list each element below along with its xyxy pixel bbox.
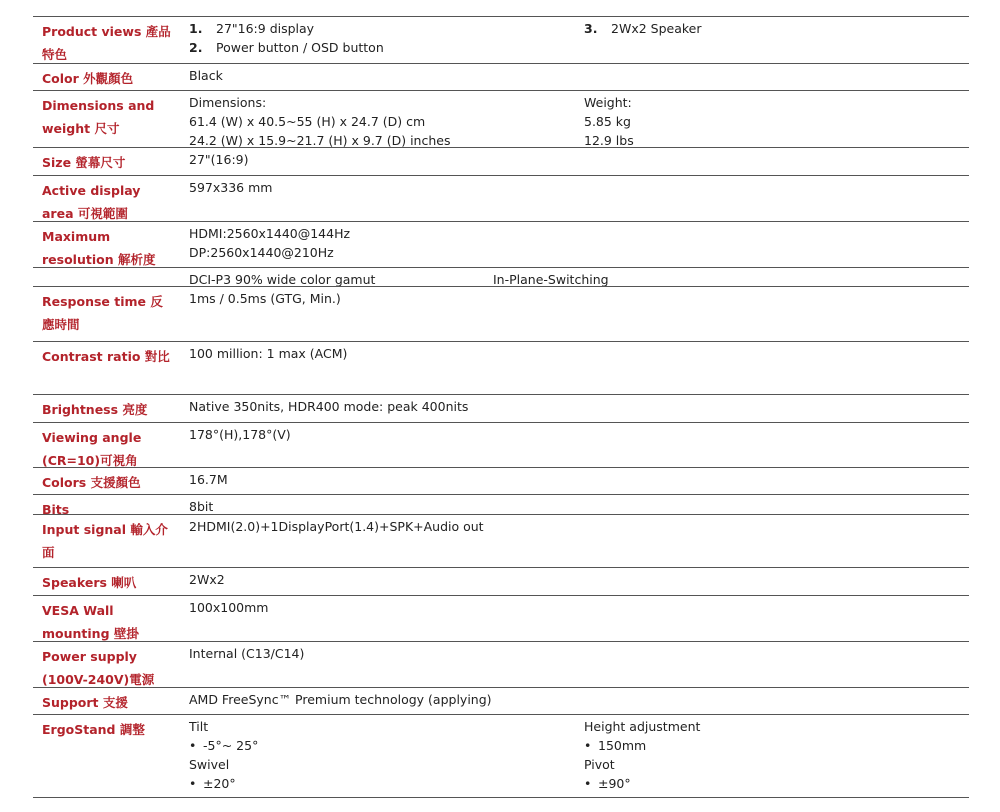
spec-line: 1ms / 0.5ms (GTG, Min.) [189, 291, 341, 306]
spec-label: Bits [42, 502, 70, 517]
spec-row [33, 595, 969, 641]
spec-row [33, 494, 969, 517]
bullet-item: • 150mm [584, 736, 700, 755]
spec-line: Internal (C13/C14) [189, 646, 305, 661]
spec-label: Support 支援 [42, 695, 128, 710]
spec-label: VESA Wall mounting 壁掛 [42, 603, 139, 641]
spec-label: ErgoStand 調整 [42, 722, 145, 737]
spec-value-c1 [189, 717, 258, 793]
spec-row [33, 90, 969, 147]
bullet-item: • -5°~ 25° [189, 736, 258, 755]
spec-line: Tilt [189, 719, 209, 734]
spec-label: Colors 支援顏色 [42, 475, 141, 490]
spec-label: Power supply (100V-240V)電源 [42, 649, 155, 687]
spec-line: Native 350nits, HDR400 mode: peak 400nits [189, 399, 469, 414]
item-number: 1. [189, 21, 203, 36]
spec-line: 24.2 (W) x 15.9~21.7 (H) x 9.7 (D) inches [189, 133, 451, 148]
spec-row [33, 221, 969, 267]
spec-row [33, 16, 969, 63]
spec-value-c2 [584, 93, 634, 150]
item-text: 2Wx2 Speaker [611, 21, 702, 36]
spec-line: 5.85 kg [584, 114, 631, 129]
spec-line: Black [189, 68, 223, 83]
spec-row [33, 467, 969, 494]
item-text: Power button / OSD button [216, 40, 384, 55]
spec-row [33, 286, 969, 341]
bullet-item: • ±20° [189, 774, 258, 793]
spec-value-c1 [189, 289, 341, 308]
spec-row [33, 641, 969, 687]
item-number: 3. [584, 21, 598, 36]
spec-line: Dimensions: [189, 95, 267, 110]
spec-line: DP:2560x1440@210Hz [189, 245, 334, 260]
spec-label: Product views 產品特色 [42, 24, 171, 62]
spec-value-c1 [189, 517, 484, 536]
item-number: 2. [189, 40, 203, 55]
spec-row [33, 514, 969, 567]
spec-line: DCI-P3 90% wide color gamut [189, 272, 376, 287]
spec-label: Active display area 可視範圍 [42, 183, 141, 221]
spec-label: Response time 反應時間 [42, 294, 163, 332]
item-text: 27"16:9 display [216, 21, 315, 36]
spec-row [33, 714, 969, 798]
spec-line: 2HDMI(2.0)+1DisplayPort(1.4)+SPK+Audio out [189, 519, 484, 534]
spec-line [189, 38, 384, 57]
spec-row [33, 567, 969, 595]
spec-value-c1 [189, 570, 225, 589]
spec-line: In-Plane-Switching [493, 272, 609, 287]
spec-value-c1 [189, 93, 450, 150]
spec-value-c1 [189, 397, 468, 416]
spec-value-c2 [584, 717, 700, 793]
spec-row [33, 147, 969, 175]
spec-value-c1 [189, 178, 272, 197]
spec-label: Maximum resolution 解析度 [42, 229, 156, 267]
spec-line: HDMI:2560x1440@144Hz [189, 226, 351, 241]
spec-line: 100 million: 1 max (ACM) [189, 346, 348, 361]
spec-row [33, 63, 969, 90]
spec-value-c1 [189, 66, 223, 85]
spec-row [33, 267, 969, 286]
spec-line [189, 19, 384, 38]
spec-value-c2 [584, 19, 701, 38]
spec-line: 2Wx2 [189, 572, 225, 587]
spec-line: Pivot [584, 757, 615, 772]
spec-line: 100x100mm [189, 600, 269, 615]
spec-line: Height adjustment [584, 719, 701, 734]
spec-line: AMD FreeSync™ Premium technology (applying) [189, 692, 492, 707]
spec-value-c1 [189, 224, 350, 262]
spec-label: Size 螢幕尺寸 [42, 155, 126, 170]
spec-value-c1 [189, 644, 304, 663]
spec-line: 16.7M [189, 472, 228, 487]
spec-label: Dimensions and weight 尺寸 [42, 98, 155, 136]
spec-value-c1 [189, 690, 492, 709]
spec-label: Input signal 輸入介面 [42, 522, 168, 560]
spec-row [33, 422, 969, 467]
spec-value-c1 [189, 598, 268, 617]
spec-label: Contrast ratio 對比 [42, 349, 170, 364]
bullet-item: • ±90° [584, 774, 700, 793]
spec-line: 27"(16:9) [189, 152, 249, 167]
spec-row [33, 175, 969, 221]
spec-line: Weight: [584, 95, 632, 110]
spec-value-c1 [189, 150, 248, 169]
spec-line: 8bit [189, 499, 214, 514]
spec-row [33, 341, 969, 394]
spec-line: 61.4 (W) x 40.5~55 (H) x 24.7 (D) cm [189, 114, 426, 129]
spec-value-c1 [189, 470, 228, 489]
spec-table [33, 16, 969, 798]
spec-label: Viewing angle (CR=10)可視角 [42, 430, 142, 468]
spec-row [33, 394, 969, 422]
spec-label: Color 外觀顏色 [42, 71, 134, 86]
spec-value-c1 [189, 19, 384, 57]
spec-value-c1 [189, 344, 347, 363]
spec-line: 12.9 lbs [584, 133, 634, 148]
spec-label: Speakers 喇叭 [42, 575, 137, 590]
spec-line: Swivel [189, 757, 230, 772]
spec-label: Brightness 亮度 [42, 402, 148, 417]
spec-line: 597x336 mm [189, 180, 273, 195]
spec-value-c1 [189, 425, 291, 444]
spec-line [584, 19, 701, 38]
spec-line: 178°(H),178°(V) [189, 427, 291, 442]
spec-row [33, 687, 969, 714]
